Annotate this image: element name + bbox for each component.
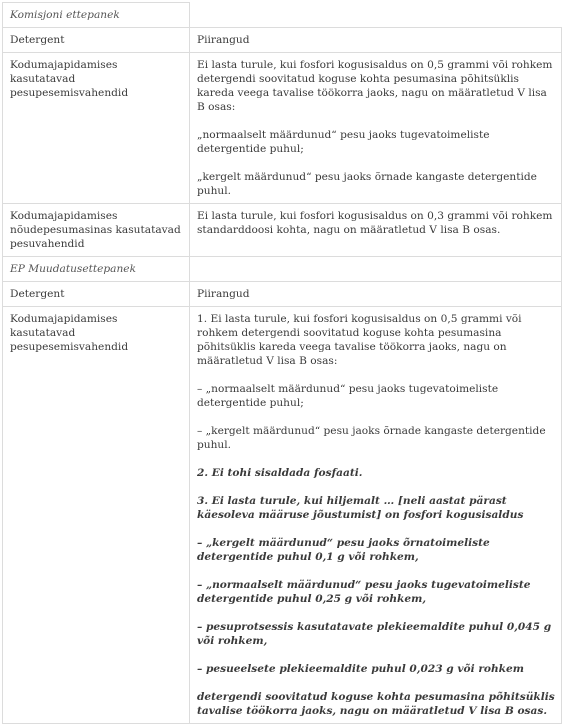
section1-row1-label: Kodumajapidamises kasutatavad pesupesemisvahendid — [3, 53, 190, 204]
paragraph-amended: – pesuprotsessis kasutatavate plekieemaldite puhul 0,045 g või rohkem, — [197, 621, 552, 647]
section2-col-detergent: Detergent — [3, 282, 190, 307]
paragraph-amended: 3. Ei lasta turule, kui hiljemalt … [neli aastat pärast käesoleva määruse jõustumist] on fosfori kogusisaldus — [197, 495, 524, 521]
paragraph-amended: – „kergelt määrdunud“ pesu jaoks õrnatoimeliste detergentide puhul 0,1 g või rohkem, — [197, 537, 490, 563]
section2-header: EP Muudatusettepanek — [3, 257, 190, 282]
section1-row2-text — [190, 204, 562, 257]
paragraph: Ei lasta turule, kui fosfori kogusisaldus on 0,5 grammi või rohkem detergendi soovitatud koguse kohta pesumasina põhitsüklis kareda veega tavalise töökorra jaoks, nagu on määratletud V lisa B osas: — [197, 59, 553, 113]
amendment-table — [2, 2, 562, 724]
section2-column-row — [3, 282, 562, 307]
section1-header: Komisjoni ettepanek — [3, 3, 190, 28]
section1-column-row — [3, 28, 562, 53]
section1-row-laundry — [3, 53, 562, 204]
section2-row1-label: Kodumajapidamises kasutatavad pesupesemisvahendid — [3, 307, 190, 724]
section2-col-restrictions: Piirangud — [190, 282, 562, 307]
paragraph: „kergelt määrdunud“ pesu jaoks õrnade kangaste detergentide puhul. — [197, 171, 537, 197]
section1-col-restrictions: Piirangud — [190, 28, 562, 53]
section1-row1-text — [190, 53, 562, 204]
paragraph-amended: – „normaalselt määrdunud“ pesu jaoks tugevatoimeliste detergentide puhul 0,25 g või rohkem, — [197, 579, 531, 605]
paragraph: „normaalselt määrdunud“ pesu jaoks tugevatoimeliste detergentide puhul; — [197, 129, 490, 155]
paragraph-amended: – pesueelsete plekieemaldite puhul 0,023 g või rohkem — [197, 663, 524, 675]
section2-header-row — [3, 257, 562, 282]
paragraph-amended: 2. Ei tohi sisaldada fosfaati. — [197, 467, 363, 479]
section2-header-empty — [190, 257, 562, 282]
section1-header-empty — [190, 3, 562, 28]
paragraph: – „kergelt määrdunud“ pesu jaoks õrnade kangaste detergentide puhul. — [197, 425, 546, 451]
paragraph: – „normaalselt määrdunud“ pesu jaoks tugevatoimeliste detergentide puhul; — [197, 383, 499, 409]
section1-col-detergent: Detergent — [3, 28, 190, 53]
section1-row-dishwasher — [3, 204, 562, 257]
section1-header-row — [3, 3, 562, 28]
section1-row2-label: Kodumajapidamises nõudepesumasinas kasutatavad pesuvahendid — [3, 204, 190, 257]
paragraph: Ei lasta turule, kui fosfori kogusisaldus on 0,3 grammi või rohkem standarddoosi kohta, nagu on määratletud V lisa B osas. — [197, 210, 553, 236]
paragraph: 1. Ei lasta turule, kui fosfori kogusisaldus on 0,5 grammi või rohkem detergendi soovitatud koguse kohta pesumasina põhitsüklis kareda veega tavalise töökorra jaoks, nagu on määratletud V lisa B osas: — [197, 313, 522, 367]
paragraph-amended: detergendi soovitatud koguse kohta pesumasina põhitsüklis tavalise töökorra jaoks, nagu on määratletud V lisa B osas. — [197, 691, 555, 717]
section2-row1-text — [190, 307, 562, 724]
section2-row-laundry — [3, 307, 562, 724]
